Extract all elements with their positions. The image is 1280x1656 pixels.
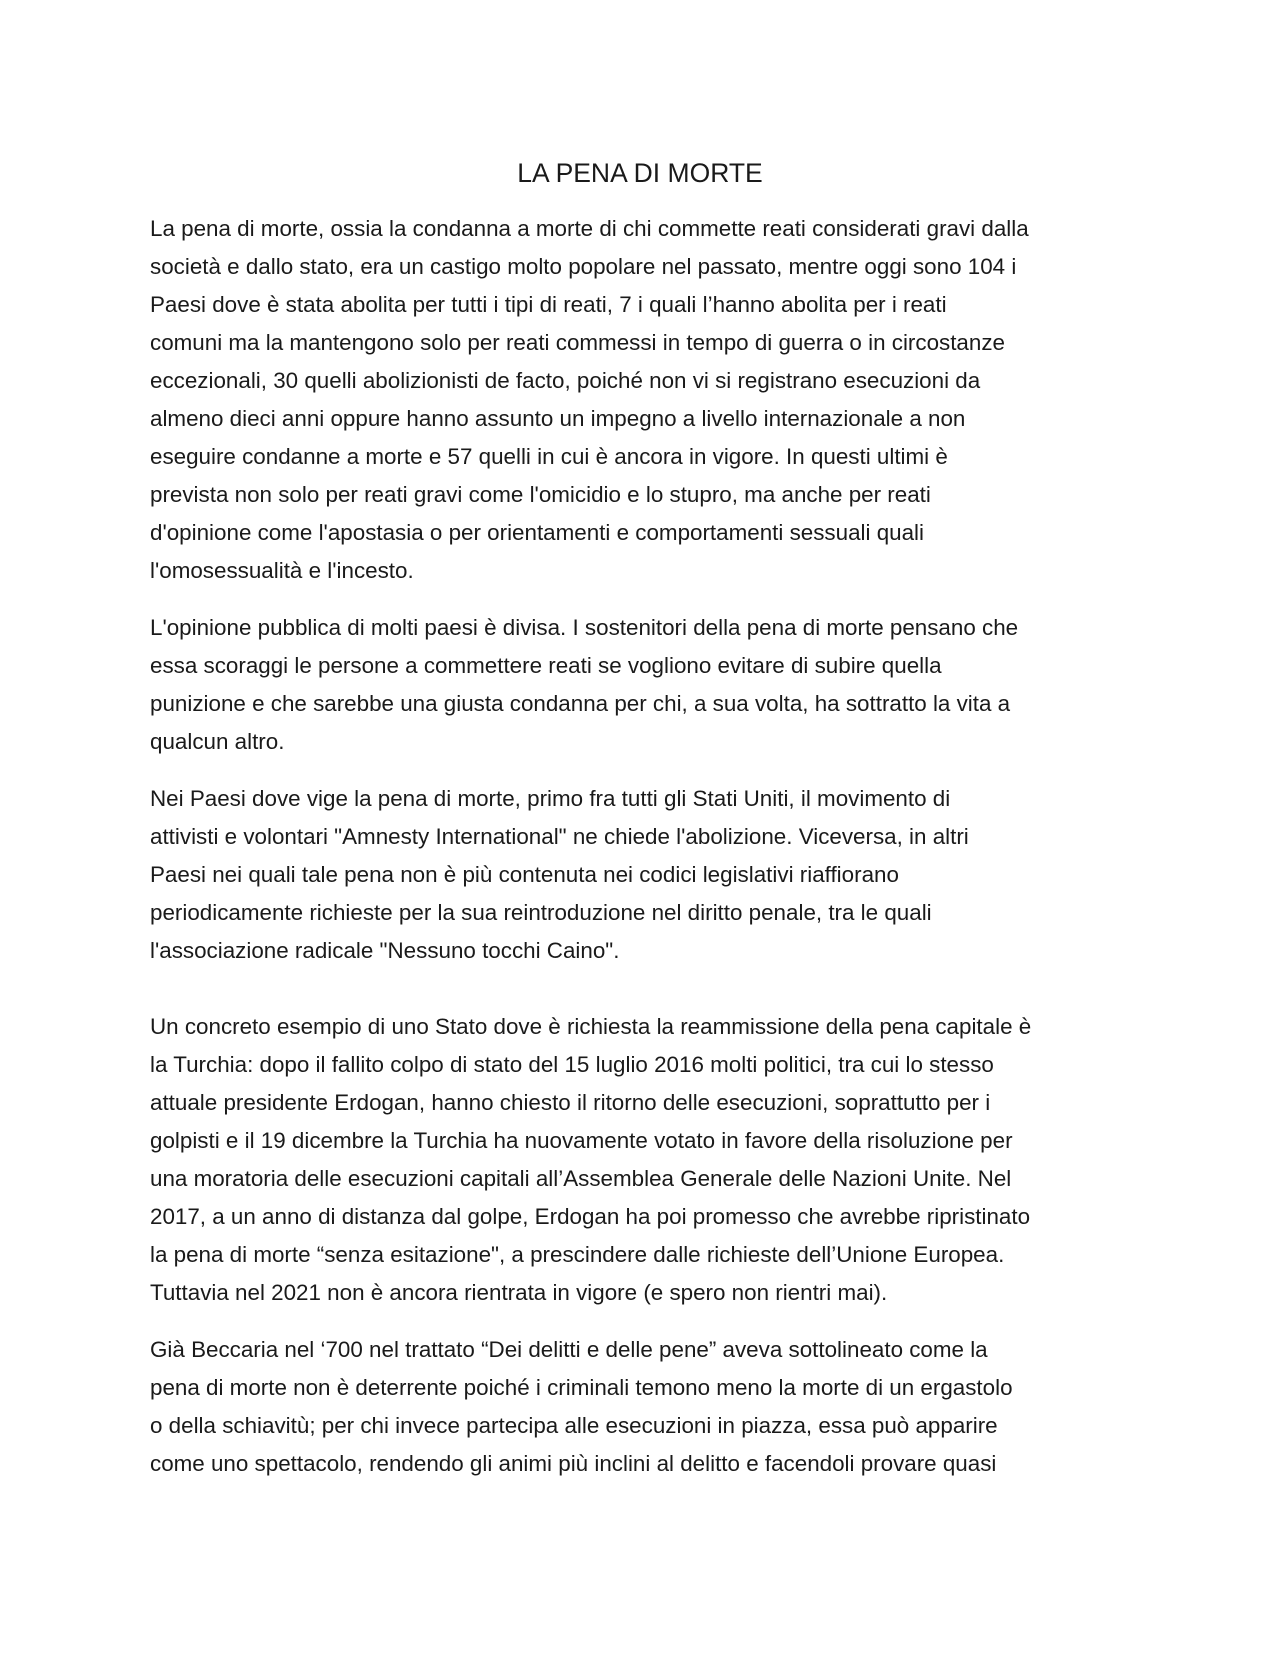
text-line: Già Beccaria nel ‘700 nel trattato “Dei delitti e delle pene” aveva sottolineato come la [150,1337,988,1362]
text-line: attivisti e volontari "Amnesty International" ne chiede l'abolizione. Viceversa, in altri [150,824,969,849]
text-line: la pena di morte “senza esitazione", a prescindere dalle richieste dell’Unione Europea. [150,1242,1005,1267]
text-line: l'omosessualità e l'incesto. [150,558,414,583]
paragraph-amnesty [150,780,1135,970]
text-line: una moratoria delle esecuzioni capitali all’Assemblea Generale delle Nazioni Unite. Nel [150,1166,1012,1191]
text-line: Paesi dove è stata abolita per tutti i tipi di reati, 7 i quali l’hanno abolita per i reati [150,292,947,317]
paragraph-public-opinion [150,609,1135,761]
text-line: Un concreto esempio di uno Stato dove è richiesta la reammissione della pena capitale è [150,1014,1032,1039]
paragraph-beccaria [150,1331,1135,1483]
text-line: pena di morte non è deterrente poiché i criminali temono meno la morte di un ergastolo [150,1375,1013,1400]
text-line: qualcun altro. [150,729,285,754]
text-line: golpisti e il 19 dicembre la Turchia ha nuovamente votato in favore della risoluzione per [150,1128,1013,1153]
text-line: prevista non solo per reati gravi come l'omicidio e lo stupro, ma anche per reati [150,482,931,507]
text-line: punizione e che sarebbe una giusta condanna per chi, a sua volta, ha sottratto la vita a [150,691,1011,716]
text-line: eseguire condanne a morte e 57 quelli in cui è ancora in vigore. In questi ultimi è [150,444,948,469]
document-body [150,210,1135,1502]
text-line: Nei Paesi dove vige la pena di morte, primo fra tutti gli Stati Uniti, il movimento di [150,786,951,811]
text-line: o della schiavitù; per chi invece partecipa alle esecuzioni in piazza, essa può apparire [150,1413,998,1438]
text-line: d'opinione come l'apostasia o per orientamenti e comportamenti sessuali quali [150,520,924,545]
paragraph-turkey [150,1008,1135,1312]
text-line: eccezionali, 30 quelli abolizionisti de facto, poiché non vi si registrano esecuzioni da [150,368,981,393]
text-line: società e dallo stato, era un castigo molto popolare nel passato, mentre oggi sono 104 i [150,254,1017,279]
text-line: almeno dieci anni oppure hanno assunto un impegno a livello internazionale a non [150,406,966,431]
text-line: Tuttavia nel 2021 non è ancora rientrata in vigore (e spero non rientri mai). [150,1280,888,1305]
text-line: attuale presidente Erdogan, hanno chiesto il ritorno delle esecuzioni, soprattutto per i [150,1090,991,1115]
text-line: come uno spettacolo, rendendo gli animi più inclini al delitto e facendoli provare quasi [150,1451,997,1476]
text-line: 2017, a un anno di distanza dal golpe, Erdogan ha poi promesso che avrebbe ripristinato [150,1204,1031,1229]
text-line: l'associazione radicale "Nessuno tocchi Caino". [150,938,620,963]
paragraph-intro [150,210,1135,590]
text-line: periodicamente richieste per la sua reintroduzione nel diritto penale, tra le quali [150,900,932,925]
text-line: La pena di morte, ossia la condanna a morte di chi commette reati considerati gravi dalla [150,216,1029,241]
document-title: LA PENA DI MORTE [517,158,763,188]
text-line: Paesi nei quali tale pena non è più contenuta nei codici legislativi riaffiorano [150,862,899,887]
text-line: comuni ma la mantengono solo per reati commessi in tempo di guerra o in circostanze [150,330,1005,355]
text-line: essa scoraggi le persone a commettere reati se vogliono evitare di subire quella [150,653,942,678]
text-line: la Turchia: dopo il fallito colpo di stato del 15 luglio 2016 molti politici, tra cui lo stesso [150,1052,994,1077]
text-line: L'opinione pubblica di molti paesi è divisa. I sostenitori della pena di morte pensano che [150,615,1019,640]
